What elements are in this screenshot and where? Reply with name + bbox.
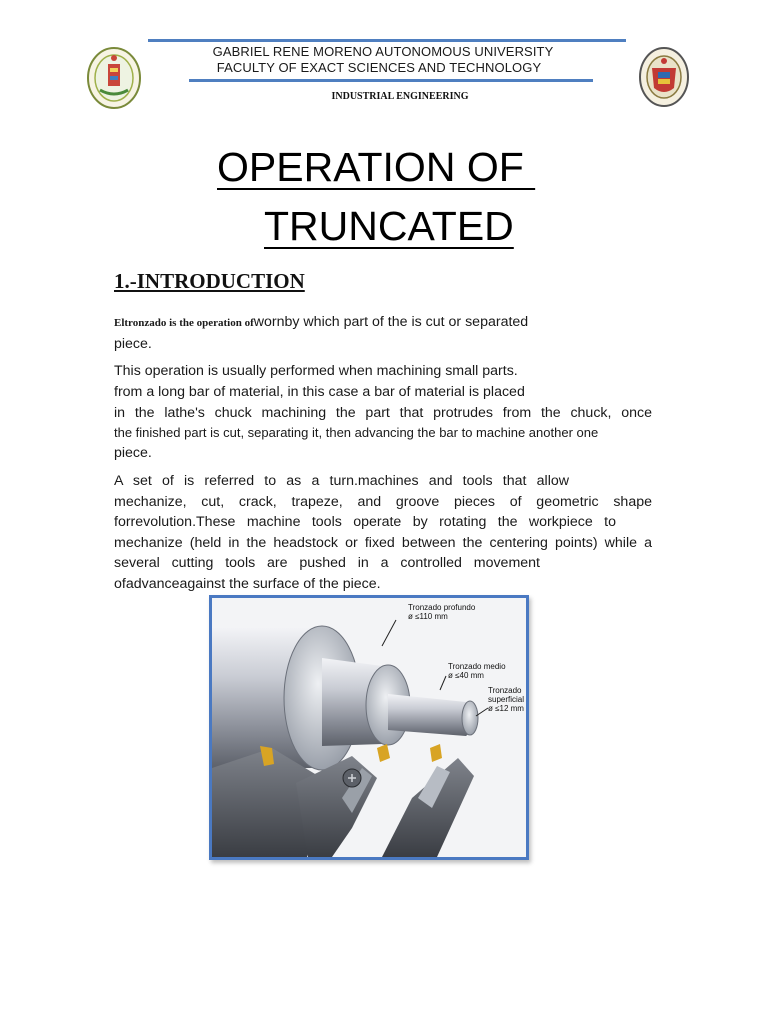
paragraph-3-line: forrevolution.These machine tools operate by rotating the workpiece to xyxy=(114,514,616,530)
paragraph-2-line: in the lathe's chuck machining the part that protrudes from the chuck, once xyxy=(114,405,652,421)
label-surface-parting-2: superficial xyxy=(488,695,525,704)
paragraph-2-line: piece. xyxy=(114,445,152,461)
lathe-parting-illustration xyxy=(212,598,526,857)
university-seal-left xyxy=(86,46,142,110)
label-surface-parting-diameter: ø ≤12 mm xyxy=(488,704,524,713)
label-medium-parting-diameter: ø ≤40 mm xyxy=(448,671,484,680)
paragraph-3-line: A set of is referred to as a turn.machines and tools that allow xyxy=(114,473,569,489)
paragraph-3-line: several cutting tools are pushed in a controlled movement xyxy=(114,555,540,571)
header-bottom-rule xyxy=(189,79,593,82)
faculty-name: FACULTY OF EXACT SCIENCES AND TECHNOLOGY xyxy=(216,60,542,75)
university-name: GABRIEL RENE MORENO AUTONOMOUS UNIVERSITY xyxy=(212,44,554,59)
label-deep-parting: Tronzado profundo xyxy=(408,603,476,612)
label-deep-parting-diameter: ø ≤110 mm xyxy=(408,612,448,621)
paragraph-1-line-1 xyxy=(114,314,596,330)
paragraph-3-line: ofadvanceagainst the surface of the piece. xyxy=(114,576,381,592)
paragraph-2-line: This operation is usually performed when machining small parts. xyxy=(114,363,518,379)
university-seal-right xyxy=(638,46,690,108)
label-medium-parting: Tronzado medio xyxy=(448,662,506,671)
document-title-line2: TRUNCATED xyxy=(264,203,514,249)
paragraph-1-lead: Eltronzado is the operation of xyxy=(114,317,254,329)
section-heading: 1.-INTRODUCTION xyxy=(114,269,305,293)
paragraph-1-rest: wornby which part of the is cut or separated xyxy=(253,314,529,330)
document-title-line1: OPERATION OF xyxy=(217,144,536,190)
paragraph-3-line: mechanize, cut, crack, trapeze, and groove pieces of geometric shape xyxy=(114,494,652,510)
parting-operation-figure xyxy=(209,595,529,860)
department-name: INDUSTRIAL ENGINEERING xyxy=(331,91,469,102)
paragraph-2-line: from a long bar of material, in this case a bar of material is placed xyxy=(114,384,525,400)
paragraph-2-line: the finished part is cut, separating it, then advancing the bar to machine another one xyxy=(114,425,599,440)
label-surface-parting: Tronzado xyxy=(488,686,522,695)
header-top-rule xyxy=(148,39,626,42)
paragraph-1-line-2: piece. xyxy=(114,336,152,352)
paragraph-3-line: mechanize (held in the headstock or fixed between the centering points) while a xyxy=(114,535,652,551)
